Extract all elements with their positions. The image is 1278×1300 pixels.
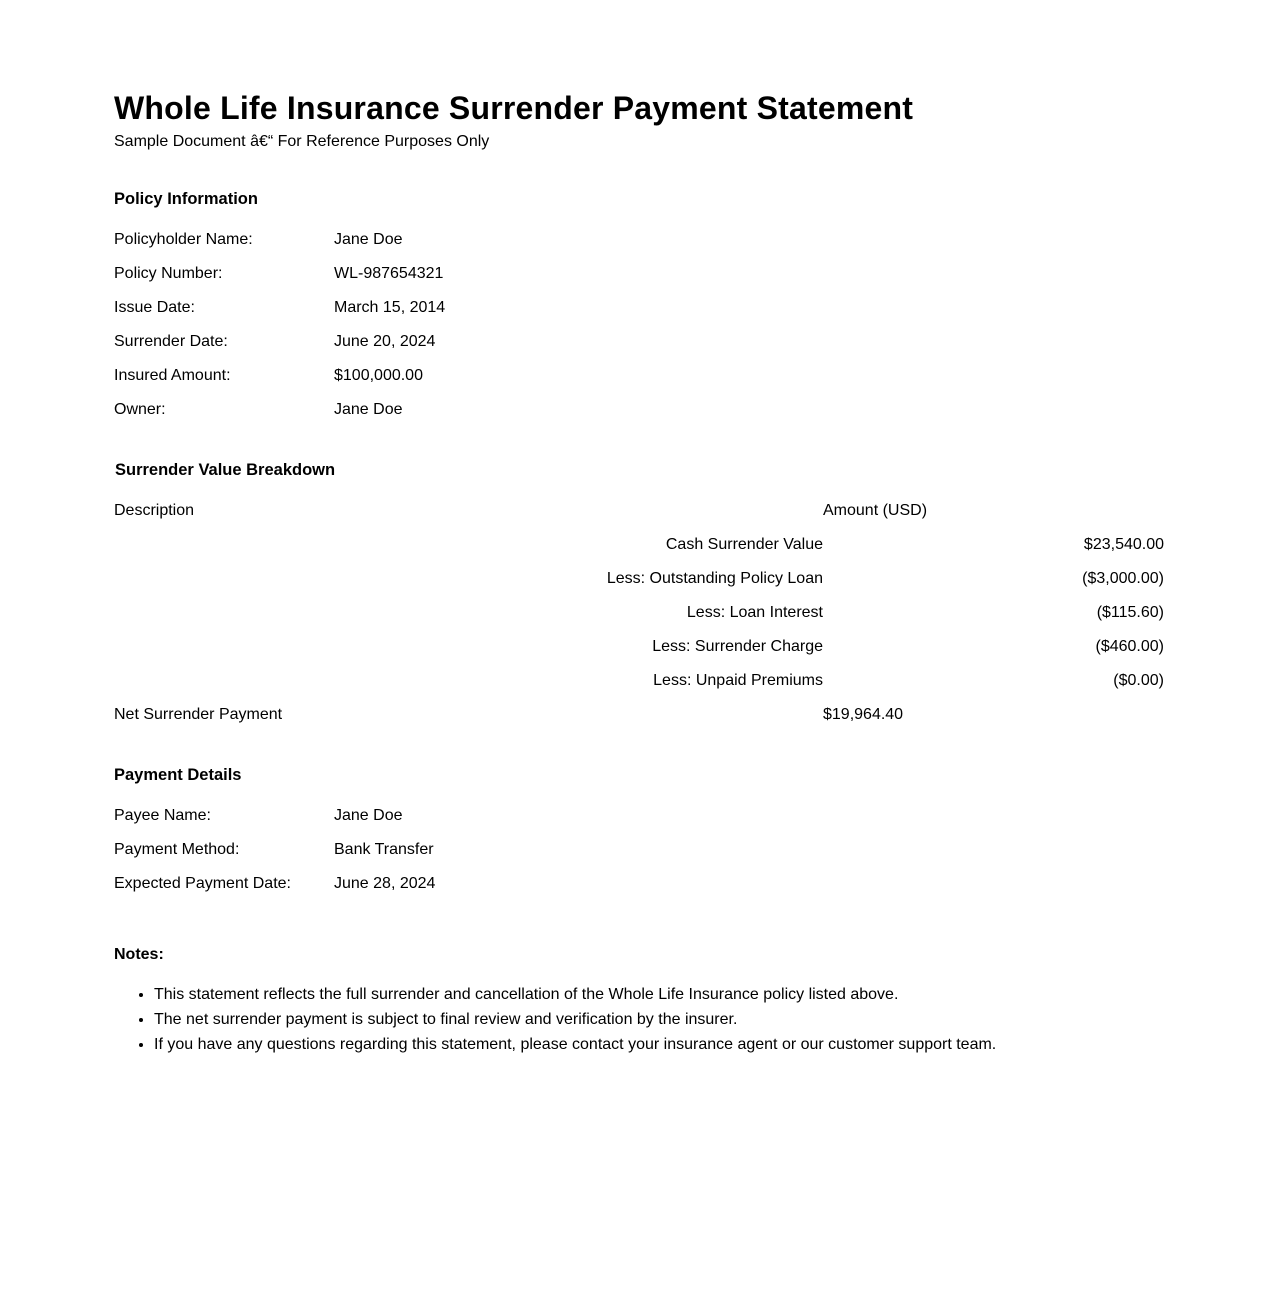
field-label: Policy Number: (114, 265, 223, 282)
net-surrender-payment-amount: $19,964.40 (823, 706, 904, 723)
net-surrender-payment-label: Net Surrender Payment (114, 706, 283, 723)
row-amount: ($115.60) (1096, 604, 1164, 621)
net-surrender-payment-row (114, 706, 1166, 740)
payee-name-value: Jane Doe (334, 807, 403, 824)
table-row (114, 604, 1166, 638)
row-amount: ($0.00) (1113, 672, 1164, 689)
issue-date-value: March 15, 2014 (334, 299, 446, 316)
policyholder-name-value: Jane Doe (334, 231, 403, 248)
payee-name-row (114, 807, 714, 841)
field-label: Policyholder Name: (114, 231, 253, 248)
field-label: Payment Method: (114, 841, 240, 858)
table-header-row (114, 502, 1166, 536)
owner-row (114, 401, 714, 435)
note-item: • The net surrender payment is subject to final review and verification by the insurer. (154, 1011, 1254, 1036)
expected-payment-date-row (114, 875, 714, 909)
policy-number-row (114, 265, 714, 299)
field-label: Owner: (114, 401, 166, 418)
expected-payment-date-value: June 28, 2024 (334, 875, 436, 892)
row-amount: ($3,000.00) (1082, 570, 1164, 587)
amount-column-header: Amount (USD) (823, 502, 928, 519)
owner-value: Jane Doe (334, 401, 403, 418)
page-subtitle: Sample Document â€“ For Reference Purposes Only (114, 133, 490, 150)
notes-heading: Notes: (114, 946, 164, 963)
notes-list (114, 986, 1254, 1061)
table-row (114, 570, 1166, 604)
payment-details-list (114, 807, 714, 909)
field-label: Issue Date: (114, 299, 195, 316)
field-label: Surrender Date: (114, 333, 228, 350)
field-label: Insured Amount: (114, 367, 231, 384)
insured-amount-row (114, 367, 714, 401)
row-amount: ($460.00) (1095, 638, 1164, 655)
row-description: Less: Unpaid Premiums (653, 672, 823, 689)
table-row (114, 638, 1166, 672)
policy-number-value: WL-987654321 (334, 265, 444, 282)
policyholder-name-row (114, 231, 714, 265)
field-label: Expected Payment Date: (114, 875, 291, 892)
page-title: Whole Life Insurance Surrender Payment Statement (114, 90, 914, 126)
policy-information-heading: Policy Information (114, 190, 258, 208)
payment-method-row (114, 841, 714, 875)
surrender-breakdown-table (114, 502, 1166, 740)
payment-details-heading: Payment Details (114, 766, 242, 784)
surrender-date-row (114, 333, 714, 367)
table-row (114, 672, 1166, 706)
row-description: Less: Outstanding Policy Loan (606, 570, 823, 587)
note-item: • If you have any questions regarding this statement, please contact your insurance agent or our customer support team. (154, 1036, 1254, 1061)
row-description: Cash Surrender Value (665, 536, 823, 553)
policy-information-list (114, 231, 714, 435)
note-item: • This statement reflects the full surrender and cancellation of the Whole Life Insurance policy listed above. (154, 986, 1254, 1011)
surrender-date-value: June 20, 2024 (334, 333, 436, 350)
insured-amount-value: $100,000.00 (334, 367, 423, 384)
field-label: Payee Name: (114, 807, 211, 824)
row-description: Less: Surrender Charge (652, 638, 823, 655)
row-amount: $23,540.00 (1083, 536, 1164, 553)
table-row (114, 536, 1166, 570)
description-column-header: Description (114, 502, 195, 519)
row-description: Less: Loan Interest (686, 604, 823, 621)
payment-method-value: Bank Transfer (334, 841, 434, 858)
surrender-breakdown-heading: Surrender Value Breakdown (115, 461, 336, 479)
issue-date-row (114, 299, 714, 333)
